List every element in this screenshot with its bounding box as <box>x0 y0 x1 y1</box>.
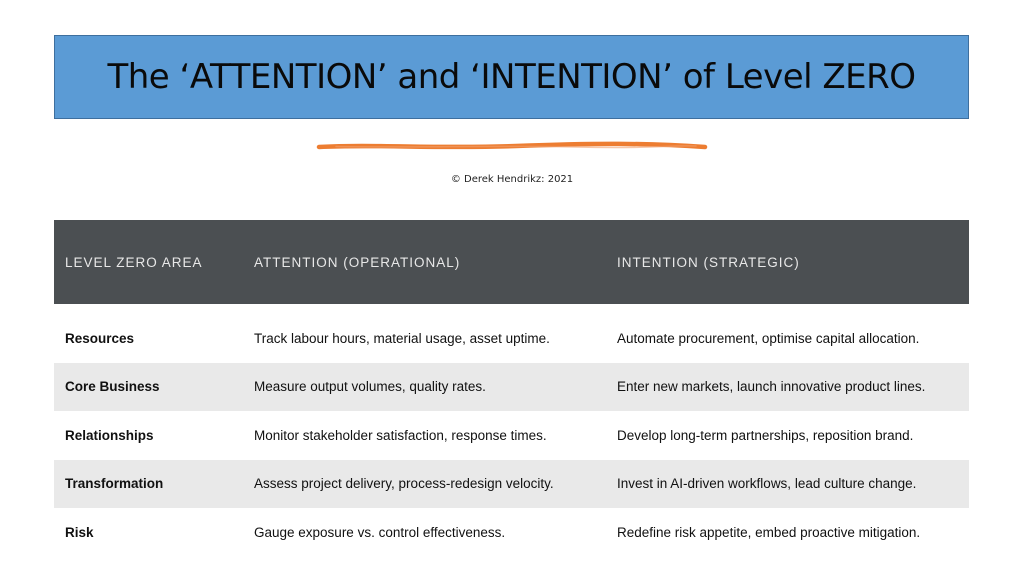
attention-cell: Measure output volumes, quality rates. <box>254 379 486 395</box>
intention-cell: Redefine risk appetite, embed proactive mitigation. <box>617 524 921 540</box>
attention-cell: Assess project delivery, process-redesign velocity. <box>254 476 554 492</box>
area-cell: Transformation <box>65 476 164 492</box>
page-title: The ‘ATTENTION’ and ‘INTENTION’ of Level ZERO <box>107 57 916 97</box>
title-banner <box>54 35 969 119</box>
header-intention: INTENTION (STRATEGIC) <box>617 254 800 270</box>
area-cell: Risk <box>65 524 94 540</box>
header-attention: ATTENTION (OPERATIONAL) <box>254 254 461 270</box>
level-zero-table <box>54 220 969 557</box>
table-header <box>54 220 969 304</box>
intention-cell: Invest in AI-driven workflows, lead culture change. <box>617 476 917 492</box>
attention-cell: Track labour hours, material usage, asset uptime. <box>254 330 550 346</box>
intention-cell: Develop long-term partnerships, reposition brand. <box>617 427 914 443</box>
table-row <box>54 314 969 363</box>
decorative-swoosh <box>316 139 708 153</box>
table-row <box>54 508 969 557</box>
table-row <box>54 411 969 460</box>
table-row <box>54 363 969 412</box>
intention-cell: Automate procurement, optimise capital allocation. <box>617 330 920 346</box>
area-cell: Relationships <box>65 427 154 443</box>
area-cell: Resources <box>65 330 135 346</box>
header-level-zero-area: LEVEL ZERO AREA <box>65 254 203 270</box>
intention-cell: Enter new markets, launch innovative product lines. <box>617 379 926 395</box>
table-row <box>54 460 969 509</box>
attention-cell: Gauge exposure vs. control effectiveness. <box>254 524 506 540</box>
attention-cell: Monitor stakeholder satisfaction, response times. <box>254 427 547 443</box>
copyright-notice: © Derek Hendrikz: 2021 <box>450 174 574 185</box>
area-cell: Core Business <box>65 379 160 395</box>
